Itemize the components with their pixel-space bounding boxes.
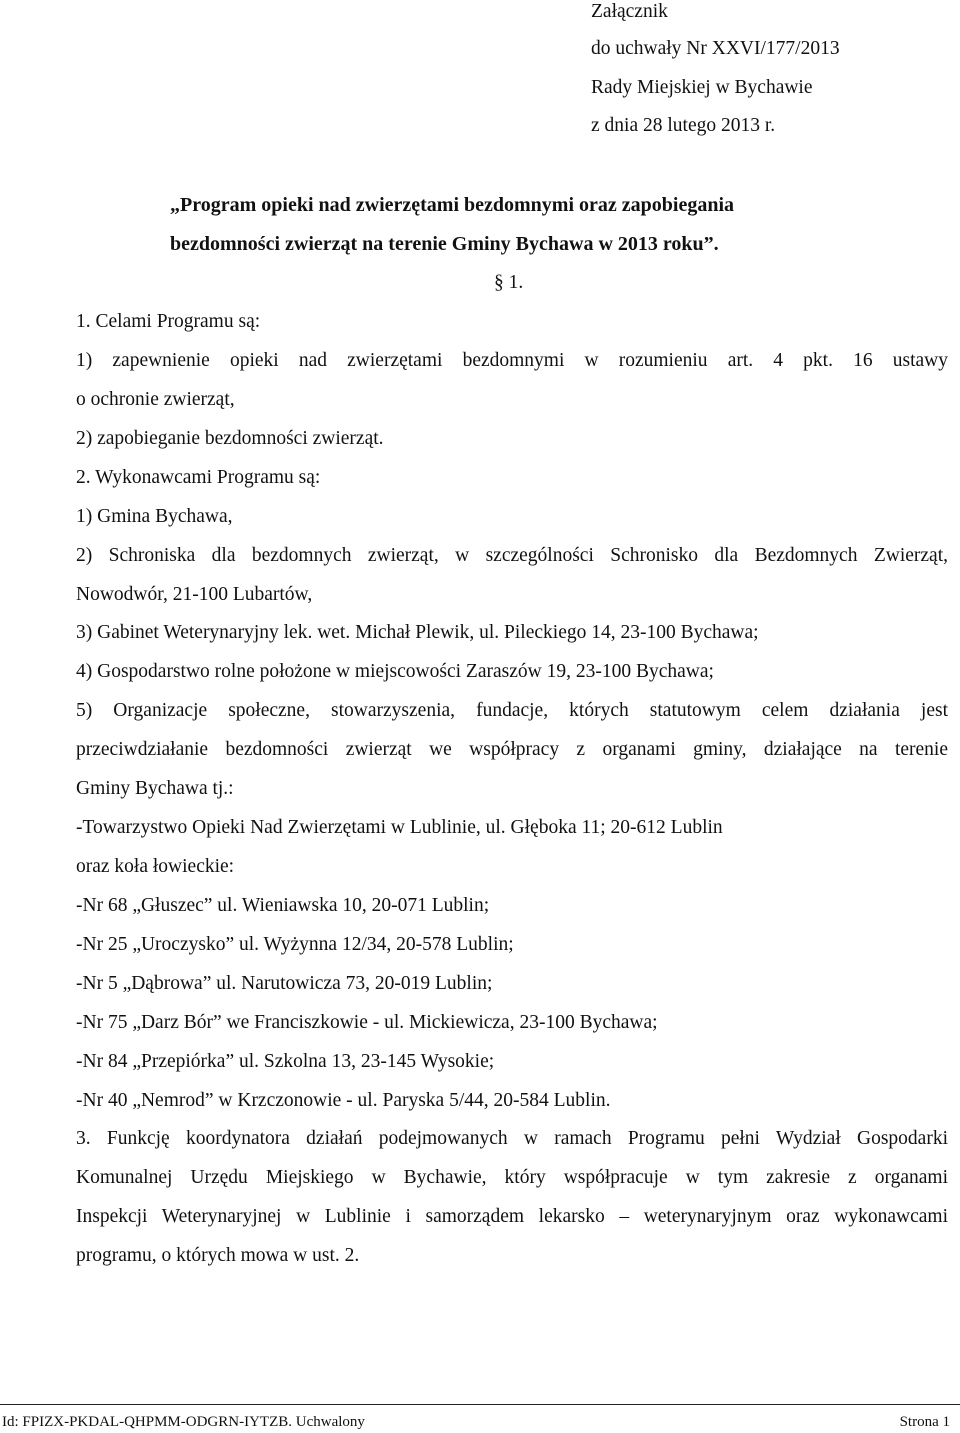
body-line-executor-2-cont: Nowodwór, 21-100 Lubartów, [76, 584, 313, 605]
resolution-date: z dnia 28 lutego 2013 r. [591, 115, 776, 136]
document-title-line-2: bezdomności zwierząt na terenie Gminy Bychawa w 2013 roku”. [170, 233, 719, 255]
body-line-executor-3: 3) Gabinet Weterynaryjny lek. wet. Michał Plewik, ul. Pileckiego 14, 23-100 Bychawa; [76, 622, 759, 643]
body-line-goal-1: 1) zapewnienie opieki nad zwierzętami bezdomnymi w rozumieniu art. 4 pkt. 16 ustawy [76, 350, 948, 371]
attachment-label: Załącznik [591, 1, 668, 22]
council-name: Rady Miejskiej w Bychawie [591, 77, 813, 98]
footer-page-number: Strona 1 [899, 1414, 950, 1430]
body-line-executor-5: 5) Organizacje społeczne, stowarzyszenia, fundacje, których statutowym celem działania jest [76, 700, 948, 721]
body-line-coordinator-cont-1: Komunalnej Urzędu Miejskiego w Bychawie, który współpracuje w tym zakresie z organami [76, 1167, 948, 1188]
body-line-hunting-clubs-heading: oraz koła łowieckie: [76, 856, 235, 877]
section-heading: § 1. [494, 272, 524, 293]
body-line-goal-1-cont: o ochronie zwierząt, [76, 389, 235, 410]
body-line-executor-1: 1) Gmina Bychawa, [76, 506, 233, 527]
body-line-executor-5-end: Gminy Bychawa tj.: [76, 778, 234, 799]
body-line-executor-4: 4) Gospodarstwo rolne położone w miejscowości Zaraszów 19, 23-100 Bychawa; [76, 661, 714, 682]
body-line-executor-5-cont: przeciwdziałanie bezdomności zwierząt we współpracy z organami gminy, działające na terenie [76, 739, 948, 760]
footer-divider [0, 1404, 960, 1405]
body-line-club-75: -Nr 75 „Darz Bór” we Franciszkowie - ul. Mickiewicza, 23-100 Bychawa; [76, 1012, 658, 1033]
body-line-club-40: -Nr 40 „Nemrod” w Krzczonowie - ul. Paryska 5/44, 20-584 Lublin. [76, 1090, 611, 1111]
resolution-reference: do uchwały Nr XXVI/177/2013 [591, 38, 840, 59]
body-line-executor-2: 2) Schroniska dla bezdomnych zwierząt, w szczególności Schronisko dla Bezdomnych Zwierząt, [76, 545, 948, 566]
footer-document-id: Id: FPIZX-PKDAL-QHPMM-ODGRN-IYTZB. Uchwalony [2, 1414, 365, 1430]
document-title-line-1: „Program opieki nad zwierzętami bezdomnymi oraz zapobiegania [170, 194, 735, 216]
body-line-club-5: -Nr 5 „Dąbrowa” ul. Narutowicza 73, 20-019 Lublin; [76, 973, 493, 994]
body-line-club-84: -Nr 84 „Przepiórka” ul. Szkolna 13, 23-145 Wysokie; [76, 1051, 495, 1072]
body-line-coordinator-cont-2: Inspekcji Weterynaryjnej w Lublinie i samorządem lekarsko – weterynaryjnym oraz wykonawcami [76, 1206, 948, 1227]
body-line-club-68: -Nr 68 „Głuszec” ul. Wieniawska 10, 20-071 Lublin; [76, 895, 490, 916]
body-line-executors-heading: 2. Wykonawcami Programu są: [76, 467, 321, 488]
body-line-club-25: -Nr 25 „Uroczysko” ul. Wyżynna 12/34, 20-578 Lublin; [76, 934, 514, 955]
body-line-coordinator: 3. Funkcję koordynatora działań podejmowanych w ramach Programu pełni Wydział Gospodarki [76, 1128, 948, 1149]
body-line-goals-heading: 1. Celami Programu są: [76, 311, 261, 332]
body-line-coordinator-end: programu, o których mowa w ust. 2. [76, 1245, 360, 1266]
body-line-society: -Towarzystwo Opieki Nad Zwierzętami w Lublinie, ul. Głęboka 11; 20-612 Lublin [76, 817, 723, 838]
body-line-goal-2: 2) zapobieganie bezdomności zwierząt. [76, 428, 384, 449]
